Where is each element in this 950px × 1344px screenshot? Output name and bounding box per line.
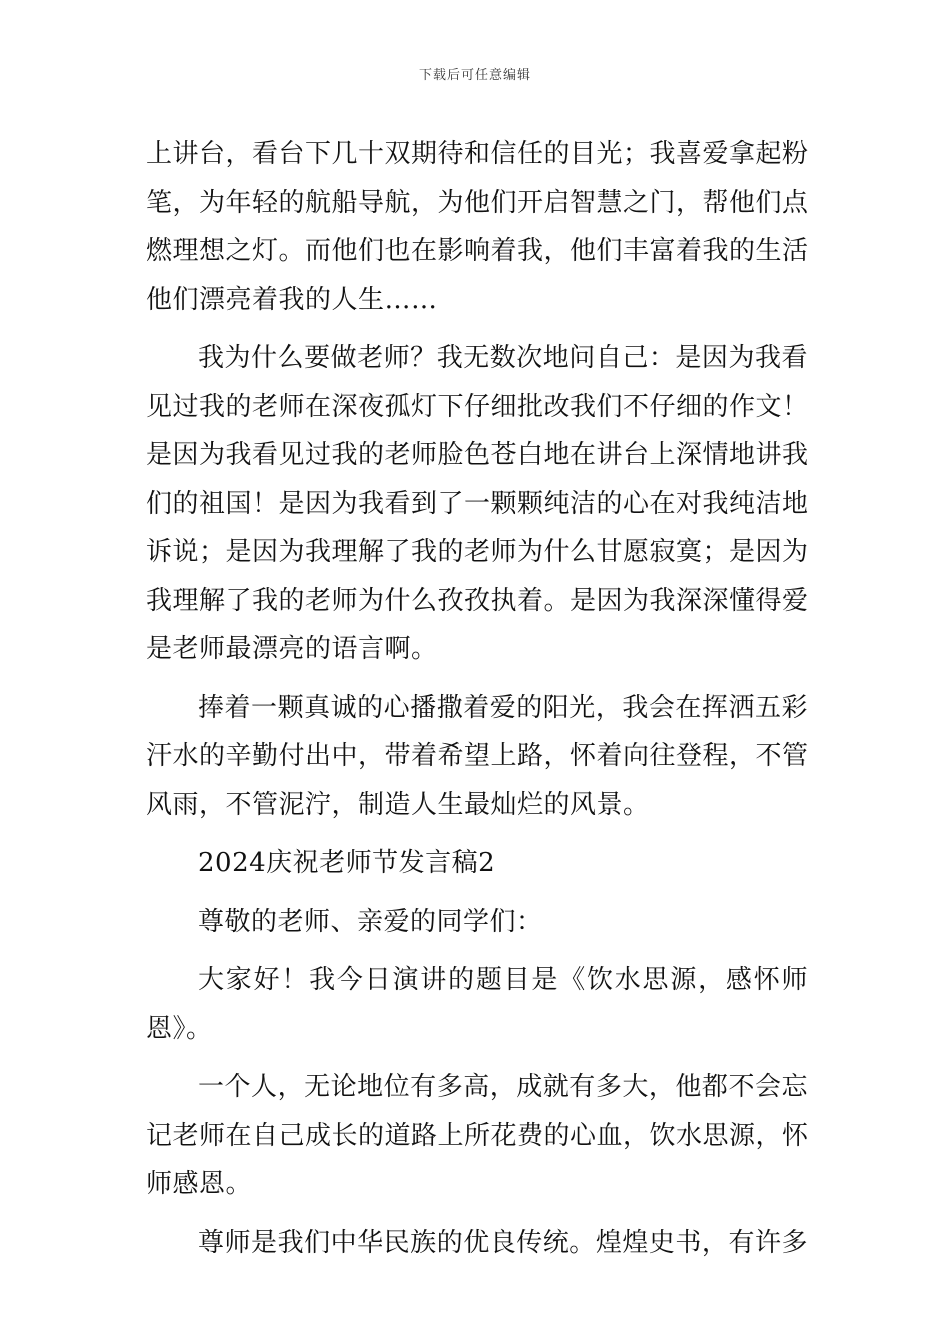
text-line: 捧着一颗真诚的心播撒着爱的阳光，我会在挥洒五彩 [198, 692, 808, 723]
text-line: 师感恩。 [146, 1169, 253, 1199]
document-body [146, 130, 808, 1267]
text-line: 一个人，无论地位有多高，成就有多大，他都不会忘 [198, 1072, 808, 1102]
text-line: 恩》。 [146, 1013, 213, 1044]
text-line: 我理解了我的老师为什么孜孜执着。是因为我深深懂得爱 [146, 585, 809, 616]
text-line: 燃理想之灯。而他们也在影响着我，他们丰富着我的生活 [146, 236, 809, 266]
text-line: 他们漂亮着我的人生…… [146, 284, 438, 315]
text-line: 记老师在自己成长的道路上所花费的心血，饮水思源，怀 [146, 1120, 809, 1151]
salutation-line: 尊敬的老师、亲爱的同学们： [198, 906, 543, 937]
text-line: 风雨，不管泥泞，制造人生最灿烂的风景。 [146, 789, 650, 820]
text-line: 大家好！我今日演讲的题目是《饮水思源，感怀师 [198, 965, 808, 995]
text-line: 们的祖国！是因为我看到了一颗颗纯洁的心在对我纯洁地 [146, 488, 809, 519]
text-line: 是老师最漂亮的语言啊。 [146, 634, 438, 664]
text-line: 笔，为年轻的航船导航，为他们开启智慧之门，帮他们点 [146, 187, 809, 218]
text-line: 上讲台，看台下几十双期待和信任的目光；我喜爱拿起粉 [146, 139, 809, 169]
text-line: 诉说；是因为我理解了我的老师为什么甘愿寂寞；是因为 [146, 537, 809, 567]
text-line: 汗水的辛勤付出中，带着希望上路，怀着向往登程，不管 [146, 741, 809, 771]
section-title: 2024庆祝老师节发言稿2 [198, 848, 496, 878]
text-line: 尊师是我们中华民族的优良传统。煌煌史书，有许多 [198, 1227, 808, 1258]
page-header-note: 下载后可任意编辑 [418, 68, 531, 83]
text-line: 我为什么要做老师？我无数次地问自己：是因为我看 [198, 343, 808, 373]
text-line: 是因为我看见过我的老师脸色苍白地在讲台上深情地讲我 [146, 440, 809, 470]
text-line: 见过我的老师在深夜孤灯下仔细批改我们不仔细的作文！ [146, 391, 809, 422]
